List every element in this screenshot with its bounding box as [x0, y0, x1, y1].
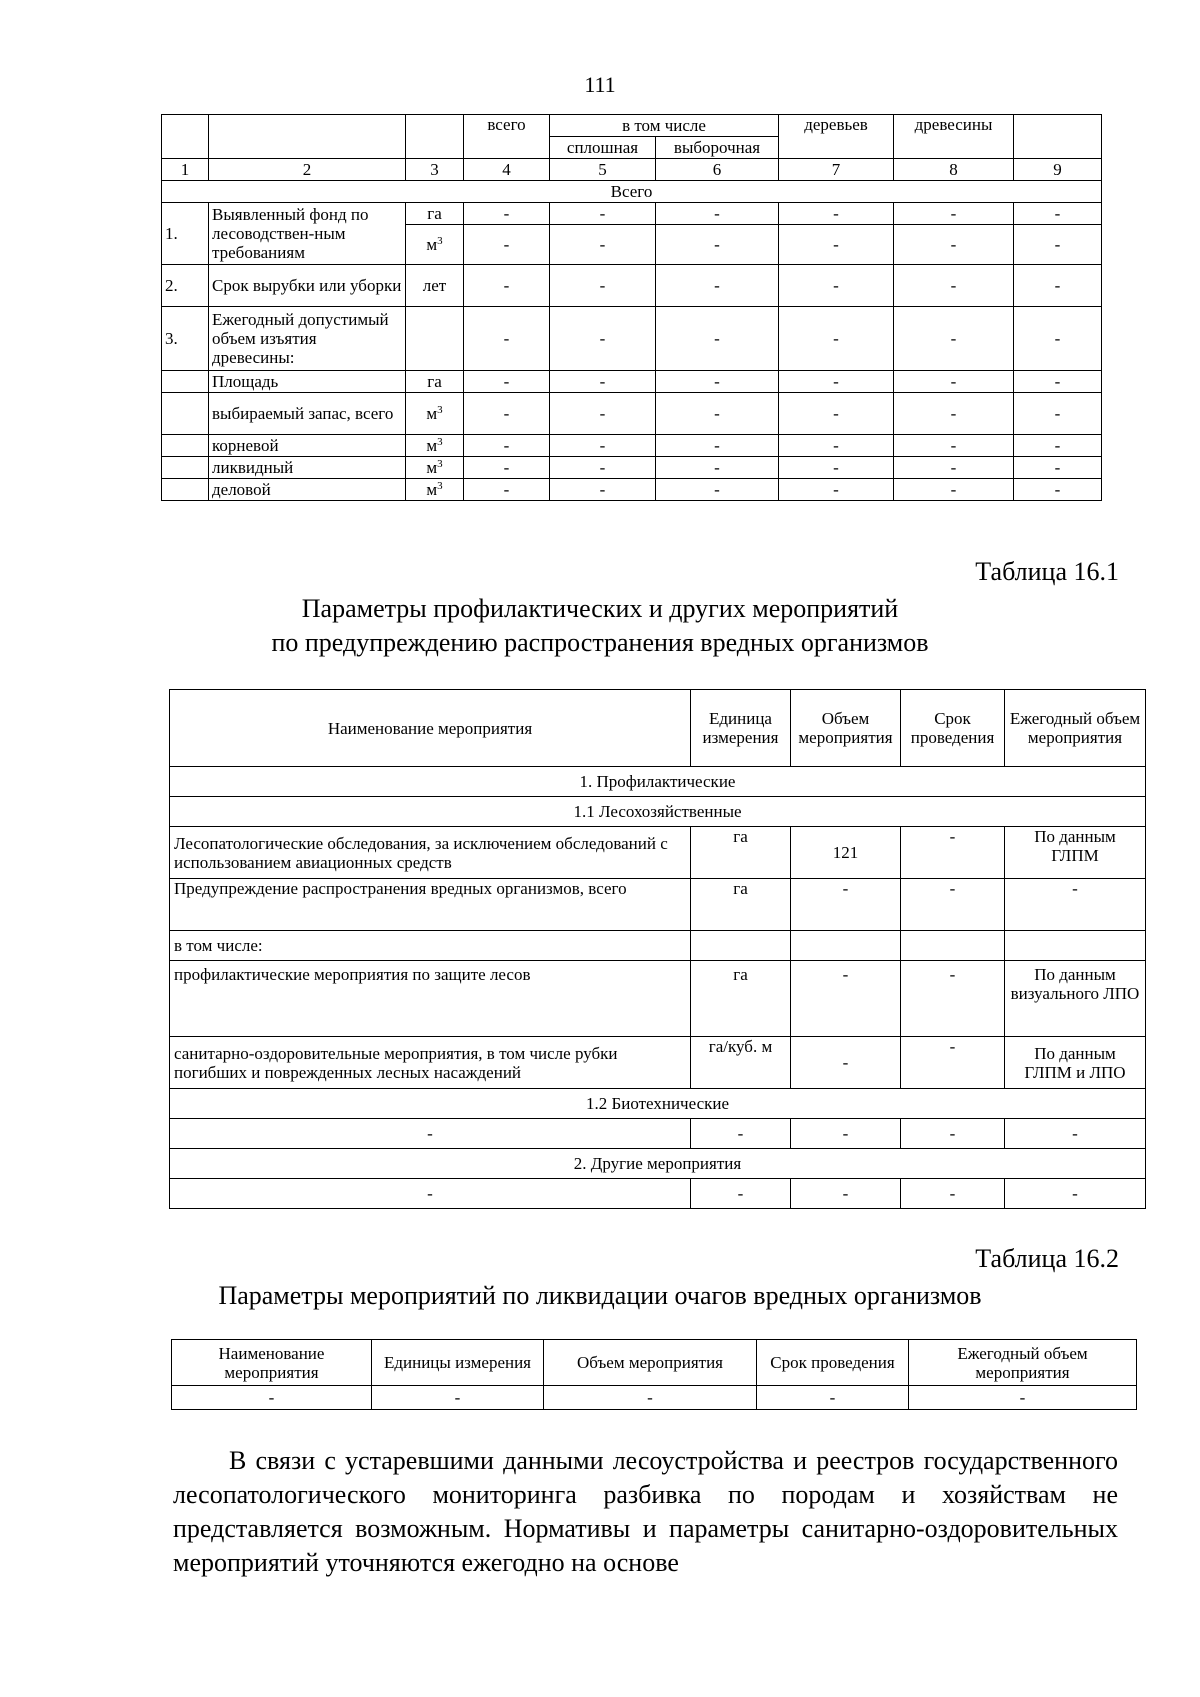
measure-term: - [901, 879, 1005, 931]
table-16-2-label: Таблица 16.2 [975, 1244, 1119, 1273]
outbreak-liquidation-table [171, 1339, 1137, 1410]
measure-term [901, 931, 1005, 961]
body-paragraph [173, 1444, 1118, 1580]
row-unit [406, 307, 464, 371]
col-number: 2 [209, 159, 406, 181]
cell-value: - [656, 479, 779, 501]
cell-value: - [464, 479, 550, 501]
section-other: 2. Другие мероприятия [170, 1149, 1146, 1179]
prevention-measures-table [169, 689, 1146, 1209]
row-name: деловой [209, 479, 406, 501]
cell-value: - [544, 1386, 757, 1410]
row-unit: $м^3$ [406, 479, 464, 501]
cell-value: - [1014, 203, 1102, 225]
cell-value: - [550, 225, 656, 265]
cell-value: - [464, 307, 550, 371]
section-row [170, 1149, 1146, 1179]
cell-value: - [1014, 393, 1102, 435]
header-unit: Единица измерения [691, 690, 791, 767]
cell-value: - [550, 457, 656, 479]
header-total: всего [464, 115, 550, 159]
cell-value: - [550, 371, 656, 393]
table-row [170, 931, 1146, 961]
cell-value: - [1014, 225, 1102, 265]
row-unit: лет [406, 265, 464, 307]
measure-term: - [901, 1037, 1005, 1089]
header-name: Наименование мероприятия [170, 690, 691, 767]
row-number [162, 393, 209, 435]
section-preventive: 1. Профилактические [170, 767, 1146, 797]
table-row [162, 203, 1102, 225]
cell-value: - [779, 203, 894, 225]
cell-value: - [901, 1179, 1005, 1209]
cell-value: - [550, 435, 656, 457]
cell-value: - [464, 225, 550, 265]
table-row [162, 457, 1102, 479]
cell-value: - [691, 1119, 791, 1149]
cell-value: - [791, 1179, 901, 1209]
cell-value: - [656, 307, 779, 371]
measure-annual: По данным ГЛПМ [1005, 827, 1146, 879]
measure-annual [1005, 931, 1146, 961]
cell-value: - [656, 435, 779, 457]
table-16-1-title-line1: Параметры профилактических и других мероприятий [301, 594, 899, 623]
measure-unit: га [691, 961, 791, 1037]
cell-value: - [894, 371, 1014, 393]
section-row [170, 767, 1146, 797]
table-header-row [170, 690, 1146, 767]
row-unit: $м^3$ [406, 393, 464, 435]
header-term: Срок проведения [901, 690, 1005, 767]
cell-value: - [1014, 307, 1102, 371]
col-number: 7 [779, 159, 894, 181]
cell-value: - [464, 457, 550, 479]
table-row [162, 307, 1102, 371]
measure-annual: - [1005, 879, 1146, 931]
col-number: 1 [162, 159, 209, 181]
measure-unit: га [691, 879, 791, 931]
cell-value: - [1005, 1119, 1146, 1149]
cell-value: - [779, 265, 894, 307]
measure-annual: По данным ГЛПМ и ЛПО [1005, 1037, 1146, 1089]
row-unit: $м^3$ [406, 435, 464, 457]
cell-value: - [779, 435, 894, 457]
measure-volume [791, 931, 901, 961]
table-row [170, 879, 1146, 931]
measure-term: - [901, 961, 1005, 1037]
table-row [162, 371, 1102, 393]
cell-value: - [779, 371, 894, 393]
cell-value: - [894, 203, 1014, 225]
measure-volume: - [791, 879, 901, 931]
row-unit: га [406, 203, 464, 225]
cell-value: - [656, 225, 779, 265]
table-row [162, 435, 1102, 457]
measure-unit [691, 931, 791, 961]
header-volume: Объем мероприятия [791, 690, 901, 767]
header-annual: Ежегодный объем мероприятия [1005, 690, 1146, 767]
cell-value: - [464, 371, 550, 393]
section-row [162, 181, 1102, 203]
row-number [162, 479, 209, 501]
table-row [162, 479, 1102, 501]
cell-value: - [170, 1179, 691, 1209]
cell-value: - [372, 1386, 544, 1410]
column-number-row [162, 159, 1102, 181]
header-name: Наименование мероприятия [172, 1340, 372, 1386]
cell-value: - [1014, 435, 1102, 457]
table-row [162, 265, 1102, 307]
header-trees: деревьев [779, 115, 894, 159]
cell-value: - [1014, 479, 1102, 501]
cell-value: - [894, 393, 1014, 435]
row-number [162, 371, 209, 393]
section-row [170, 797, 1146, 827]
row-number [162, 457, 209, 479]
cell-value: - [550, 203, 656, 225]
cell-value: - [656, 371, 779, 393]
cell-value: - [656, 393, 779, 435]
cell-value: - [901, 1119, 1005, 1149]
cell-value: - [1014, 265, 1102, 307]
row-name: Выявленный фонд по лесоводствен-ным требованиям [209, 203, 406, 265]
measure-unit: га [691, 827, 791, 879]
felling-volume-table [161, 114, 1102, 501]
header-wood: древесины [894, 115, 1014, 159]
row-name: корневой [209, 435, 406, 457]
measure-name: профилактические мероприятия по защите лесов [170, 961, 691, 1037]
measure-volume: 121 [791, 827, 901, 879]
cell-value: - [656, 265, 779, 307]
measure-name: Предупреждение распространения вредных организмов, всего [170, 879, 691, 931]
cell-value: - [894, 307, 1014, 371]
measure-annual: По данным визуального ЛПО [1005, 961, 1146, 1037]
table-16-2-title: Параметры мероприятий по ликвидации очагов вредных организмов [218, 1281, 982, 1310]
cell-value: - [779, 457, 894, 479]
cell-value: - [656, 203, 779, 225]
cell-value: - [656, 457, 779, 479]
row-number: 2. [162, 265, 209, 307]
cell-value: - [894, 265, 1014, 307]
col-number: 4 [464, 159, 550, 181]
cell-value: - [894, 225, 1014, 265]
cell-value: - [464, 203, 550, 225]
col-number: 3 [406, 159, 464, 181]
header-selective: выборочная [656, 137, 779, 159]
cell-value: - [550, 265, 656, 307]
paragraph-text: В связи с устаревшими данными лесоустройства и реестров государственного лесопатологического мониторинга разбивка по породам и хозяйствам не представляется возможным. Нормативы и параметры санитарно-оздоровительных мероприятий уточняются ежегодно на основе [173, 1446, 1118, 1577]
cell-value: - [464, 393, 550, 435]
table-row [170, 961, 1146, 1037]
row-name: Площадь [209, 371, 406, 393]
cell-value: - [691, 1179, 791, 1209]
measure-name: санитарно-оздоровительные мероприятия, в том числе рубки погибших и поврежденных лесных насаждений [170, 1037, 691, 1089]
measure-volume: - [791, 961, 901, 1037]
table-16-1-label: Таблица 16.1 [975, 557, 1119, 586]
cell-value: - [894, 479, 1014, 501]
cell-value: - [550, 479, 656, 501]
row-name: ликвидный [209, 457, 406, 479]
header-including: в том числе [550, 115, 779, 137]
table-row [170, 1037, 1146, 1089]
cell-value: - [779, 479, 894, 501]
row-number: 1. [162, 203, 209, 265]
cell-value: - [791, 1119, 901, 1149]
header-term: Срок проведения [757, 1340, 909, 1386]
row-name: Ежегодный допустимый объем изъятия древесины: [209, 307, 406, 371]
row-number [162, 435, 209, 457]
header-annual: Ежегодный объем мероприятия [909, 1340, 1137, 1386]
section-biotechnical: 1.2 Биотехнические [170, 1089, 1146, 1119]
row-unit: га [406, 371, 464, 393]
row-number: 3. [162, 307, 209, 371]
table-row [170, 1179, 1146, 1209]
table-row [162, 393, 1102, 435]
cell-value: - [894, 457, 1014, 479]
cell-value: - [1014, 457, 1102, 479]
table-row [172, 1386, 1137, 1410]
header-clear: сплошная [550, 137, 656, 159]
table-row [170, 1119, 1146, 1149]
row-name: Срок вырубки или уборки [209, 265, 406, 307]
page-number: 111 [584, 72, 616, 97]
col-number: 9 [1014, 159, 1102, 181]
table-header-row [162, 115, 1102, 137]
cell-value: - [1005, 1179, 1146, 1209]
table-row [170, 827, 1146, 879]
cell-value: - [779, 307, 894, 371]
measure-volume: - [791, 1037, 901, 1089]
cell-value: - [779, 393, 894, 435]
table-16-1-title-line2: по предупреждению распространения вредных организмов [271, 628, 929, 657]
measure-name: в том числе: [170, 931, 691, 961]
cell-value: - [172, 1386, 372, 1410]
section-forestry: 1.1 Лесохозяйственные [170, 797, 1146, 827]
col-number: 6 [656, 159, 779, 181]
cell-value: - [464, 435, 550, 457]
cell-value: - [909, 1386, 1137, 1410]
section-total: Всего [162, 181, 1102, 203]
cell-value: - [757, 1386, 909, 1410]
cell-value: - [550, 393, 656, 435]
row-unit: $м^3$ [406, 225, 464, 265]
measure-term: - [901, 827, 1005, 879]
col-number: 8 [894, 159, 1014, 181]
section-row [170, 1089, 1146, 1119]
cell-value: - [894, 435, 1014, 457]
header-volume: Объем мероприятия [544, 1340, 757, 1386]
col-number: 5 [550, 159, 656, 181]
cell-value: - [550, 307, 656, 371]
cell-value: - [779, 225, 894, 265]
row-unit: $м^3$ [406, 457, 464, 479]
measure-name: Лесопатологические обследования, за исключением обследований с использованием авиационных средств [170, 827, 691, 879]
header-unit: Единицы измерения [372, 1340, 544, 1386]
table-header-row [172, 1340, 1137, 1386]
measure-unit: га/куб. м [691, 1037, 791, 1089]
cell-value: - [1014, 371, 1102, 393]
row-name: выбираемый запас, всего [209, 393, 406, 435]
cell-value: - [170, 1119, 691, 1149]
cell-value: - [464, 265, 550, 307]
